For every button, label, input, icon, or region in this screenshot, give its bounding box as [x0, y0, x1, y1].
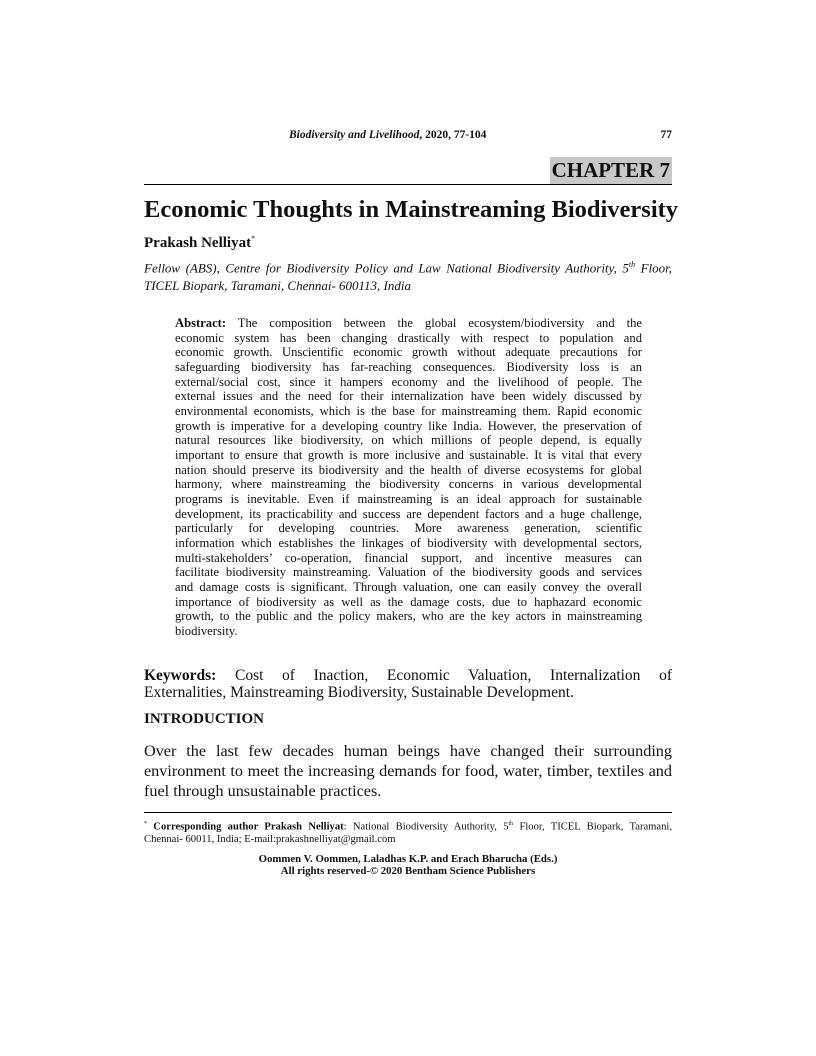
author-name: Prakash Nelliyat	[144, 235, 252, 251]
abstract	[175, 316, 642, 639]
abstract-line: external/social cost, since it hampers economy and the livelihood of people. The	[175, 374, 642, 389]
abstract-line: development, its practicability and success are dependent factors and a huge challenge,	[175, 506, 642, 521]
footnote: * Corresponding author Prakash Nelliyat: National Biodiversity Authority, 5th Floor, TICEL Biopark, Taramani, Chennai- 60011, India; E-mail:prakashnelliyat@gmail.com	[144, 821, 673, 845]
abstract-line: environmental economists, which is the base for mainstreaming them. Rapid economic	[175, 404, 642, 419]
abstract-line: growth is imperative for a developing country like India. However, the preservation of	[175, 418, 642, 433]
section-heading: INTRODUCTION	[144, 711, 265, 727]
abstract-line: growth, to the public and the policy makers, who are the key actors in mainstreaming	[175, 609, 642, 624]
citation: , 2020, 77-104	[419, 129, 487, 141]
abstract-line: external issues and the need for their internalization have been widely discussed by	[175, 389, 642, 404]
abstract-line: natural resources like biodiversity, on which millions of people depend, is equally	[175, 433, 642, 448]
author-mark: *	[251, 234, 256, 243]
abstract-line: economic growth. Unscientific economic growth without adequate precautions for	[175, 345, 642, 360]
abstract-line: Abstract: The composition between the global ecosystem/biodiversity and the	[175, 316, 642, 330]
paragraph-line: fuel through unsustainable practices.	[144, 782, 382, 800]
page-title: Economic Thoughts in Mainstreaming Biodiversity	[144, 196, 679, 223]
author	[144, 234, 255, 252]
abstract-line: particularly for developing countries. More awareness generation, scientific	[175, 521, 642, 536]
abstract-line: importance of biodiversity as well as the damage costs, due to haphazard economic	[175, 594, 642, 609]
abstract-line: economic system has been changing drastically with respect to population and	[175, 330, 642, 345]
abstract-label: Abstract:	[175, 316, 227, 330]
introduction-text	[144, 741, 672, 801]
chapter-label: CHAPTER 7	[551, 158, 670, 182]
paragraph-line: environment to meet the increasing demands for food, water, timber, textiles and	[144, 762, 672, 780]
abstract-line: facilitate biodiversity mainstreaming. Valuation of the biodiversity goods and services	[175, 565, 642, 580]
abstract-line: biodiversity.	[175, 624, 238, 639]
affiliation: Fellow (ABS), Centre for Biodiversity Policy and Law National Biodiversity Authority, 5th Floor, TICEL Biopark, Taramani, Chennai- 600113, India	[144, 260, 672, 294]
page-number: 77	[660, 129, 672, 141]
header-divider	[144, 184, 672, 185]
abstract-line: harmony, where mainstreaming the biodiversity concerns in various developmental	[175, 477, 642, 492]
abstract-line: nation should preserve its biodiversity and the health of diverse ecosystems for global	[175, 462, 642, 477]
paragraph-line: Over the last few decades human beings have changed their surrounding	[144, 742, 672, 760]
abstract-line: safeguarding biodiversity has far-reaching consequences. Biodiversity loss is an	[175, 360, 642, 375]
keywords-label: Keywords:	[144, 667, 217, 684]
keywords: Keywords: Cost of Inaction, Economic Valuation, Internalization of Externalities, Mainstreaming Biodiversity, Sustainable Development.	[144, 667, 672, 701]
editors-credit: Oommen V. Oommen, Laladhas K.P. and Erach Bharucha (Eds.) All rights reserved-© 2020 Bentham Science Publishers	[258, 853, 558, 877]
abstract-line: information which establishes the linkages of biodiversity with developmental sectors,	[175, 536, 642, 551]
abstract-line: multi-stakeholders’ co-operation, financial support, and incentive measures can	[175, 550, 642, 565]
journal-name: Biodiversity and Livelihood	[289, 129, 420, 141]
abstract-line: programs is inevitable. Even if mainstreaming is an ideal approach for sustainable	[175, 492, 642, 507]
abstract-line: important to ensure that growth is more inclusive and sustainable. It is vital that every	[175, 448, 642, 463]
abstract-line: and damage costs is significant. Through valuation, one can easily convey the overall	[175, 580, 642, 595]
footnote-divider	[144, 812, 672, 813]
